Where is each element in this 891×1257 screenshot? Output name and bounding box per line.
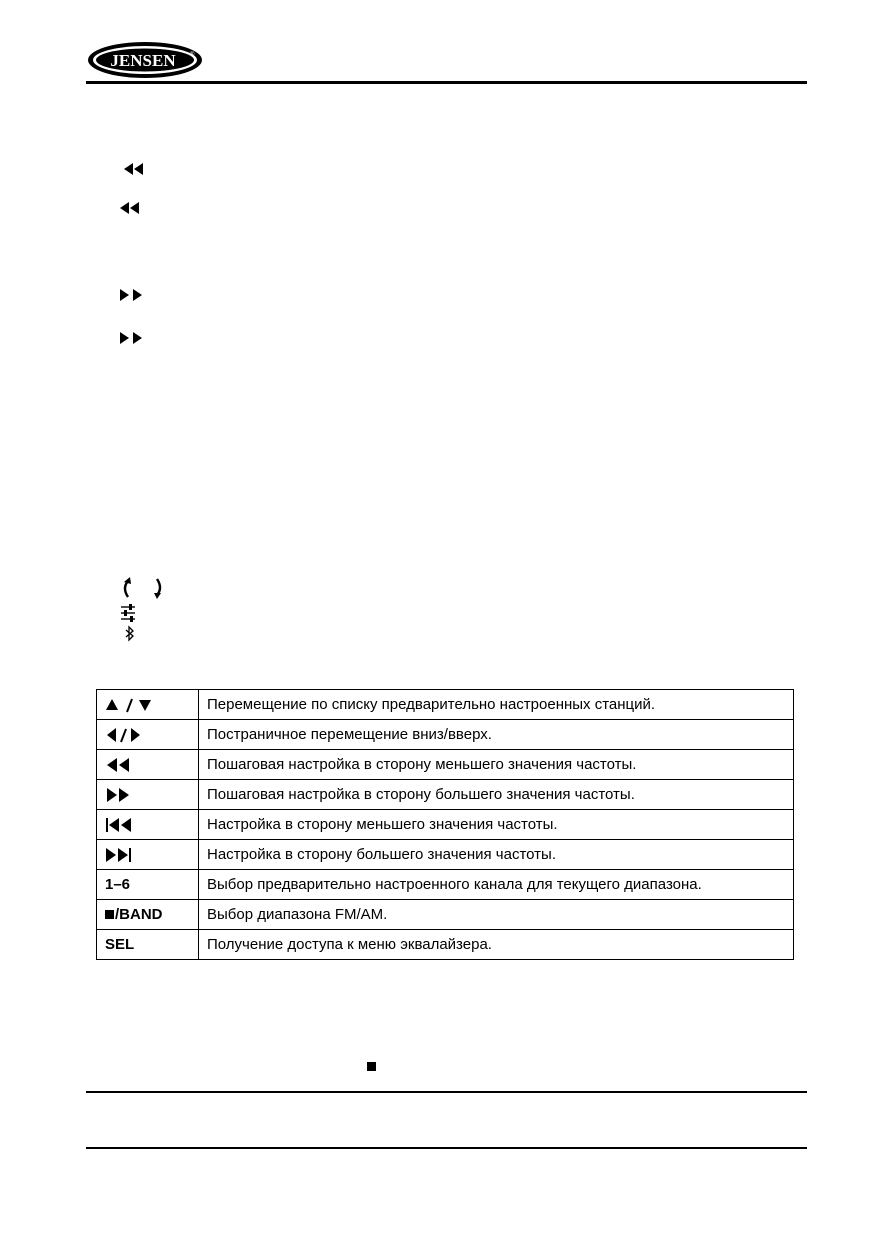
controls-table xyxy=(96,689,794,960)
table-row xyxy=(97,690,794,720)
left-right-triangle-icon xyxy=(105,727,157,743)
double-right-triangle-icon xyxy=(119,331,147,345)
double-left-triangle-icon xyxy=(119,201,147,215)
key-cell xyxy=(97,870,199,900)
bluetooth-icon xyxy=(123,625,137,643)
key-cell xyxy=(97,780,199,810)
logo-registered-mark: ® xyxy=(190,52,195,58)
stop-square-icon xyxy=(105,910,114,919)
skip-forward-icon xyxy=(105,847,157,863)
desc-cell: Пошаговая настройка в сторону меньшего значения частоты. xyxy=(199,750,794,780)
key-cell xyxy=(97,690,199,720)
key-label: 1–6 xyxy=(105,876,131,893)
key-cell xyxy=(97,720,199,750)
header-rule xyxy=(86,81,807,84)
equalizer-icon xyxy=(119,603,139,623)
desc-cell: Перемещение по списку предварительно настроенных станций. xyxy=(199,690,794,720)
table-row xyxy=(97,810,794,840)
key-cell xyxy=(97,900,199,930)
table-row xyxy=(97,900,794,930)
double-left-triangle-icon xyxy=(123,162,151,176)
table-row xyxy=(97,780,794,810)
logo-text: JENSEN xyxy=(110,51,176,70)
table-row xyxy=(97,720,794,750)
footer-rule-lower xyxy=(86,1147,807,1149)
key-label: SEL xyxy=(105,936,135,953)
key-cell xyxy=(97,810,199,840)
desc-cell: Выбор предварительно настроенного канала для текущего диапазона. xyxy=(199,870,794,900)
key-cell xyxy=(97,750,199,780)
table-row xyxy=(97,930,794,960)
up-down-triangle-icon xyxy=(105,697,157,713)
desc-cell: Постраничное перемещение вниз/вверх. xyxy=(199,720,794,750)
skip-back-icon xyxy=(105,817,157,833)
desc-cell: Настройка в сторону меньшего значения частоты. xyxy=(199,810,794,840)
key-label: /BAND xyxy=(115,906,163,923)
key-cell xyxy=(97,930,199,960)
rotate-arrows-icon xyxy=(119,576,169,600)
footer-rule-upper xyxy=(86,1091,807,1093)
key-cell xyxy=(97,840,199,870)
desc-cell: Настройка в сторону большего значения частоты. xyxy=(199,840,794,870)
desc-cell: Получение доступа к меню эквалайзера. xyxy=(199,930,794,960)
rewind-icon xyxy=(105,757,157,773)
stop-square-icon xyxy=(367,1062,376,1071)
fast-forward-icon xyxy=(105,787,157,803)
table-row xyxy=(97,870,794,900)
table-row xyxy=(97,750,794,780)
jensen-logo xyxy=(86,40,204,80)
desc-cell: Пошаговая настройка в сторону большего значения частоты. xyxy=(199,780,794,810)
double-right-triangle-icon xyxy=(119,288,147,302)
table-row xyxy=(97,840,794,870)
desc-cell: Выбор диапазона FM/AM. xyxy=(199,900,794,930)
